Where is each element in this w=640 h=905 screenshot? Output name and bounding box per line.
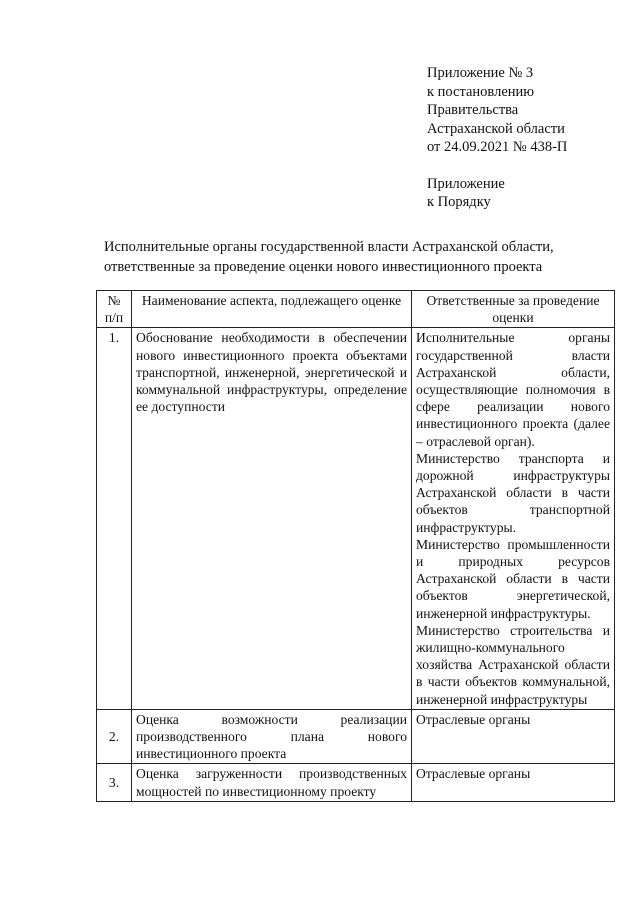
table-row [97, 328, 615, 709]
header-aspect: Наименование аспекта, подлежащего оценке [132, 291, 412, 328]
responsible-paragraph: Отраслевые органы [416, 711, 531, 727]
spacer [427, 157, 567, 175]
appendix-header [427, 64, 567, 212]
responsible-paragraph: Отраслевые органы [416, 766, 531, 782]
row-aspect: Оценка возможности реализации производственного плана нового инвестиционного проекта [132, 709, 412, 764]
table-row [97, 764, 615, 801]
row-responsible [412, 328, 615, 709]
appendix-line: Приложение № 3 [427, 65, 534, 81]
row-aspect: Обоснование необходимости в обеспечении нового инвестиционного проекта объектами транспортной, инженерной, энергетической и коммунальной инфраструктуры, определение ее доступности [132, 328, 412, 709]
sub-appendix-line: Приложение [427, 175, 505, 192]
row-num: 3. [97, 764, 132, 801]
sub-appendix-line: к Порядку [427, 194, 491, 210]
header-num: № п/п [97, 291, 132, 328]
appendix-line: Правительства [427, 102, 519, 118]
responsibility-table [96, 290, 615, 802]
appendix-line: Астраханской области [427, 120, 565, 137]
table-row [97, 709, 615, 764]
header-responsible: Ответственные за проведение оценки [412, 291, 615, 328]
document-title: Исполнительные органы государственной власти Астраханской области, ответственные за проведение оценки нового инвестиционного проекта [104, 239, 554, 275]
row-num: 2. [97, 709, 132, 764]
responsible-paragraph: Министерство строительства и жилищно-коммунального хозяйства Астраханской области в части объектов коммунальной, инженерной инфраструктуры [416, 622, 610, 707]
responsible-paragraph: Министерство промышленности и природных ресурсов Астраханской области в части объектов энергетической, инженерной инфраструктуры. [416, 536, 610, 621]
responsible-paragraph: Исполнительные органы государственной власти Астраханской области, осуществляющие полномочия в сфере реализации нового инвестиционного проекта (далее – отраслевой орган). [416, 330, 610, 449]
table-header-row [97, 291, 615, 328]
row-responsible [412, 764, 615, 801]
row-num: 1. [97, 328, 132, 709]
row-aspect: Оценка загруженности производственных мощностей по инвестиционному проекту [132, 764, 412, 801]
appendix-line: к постановлению [427, 83, 535, 100]
appendix-line: от 24.09.2021 № 438-П [427, 139, 568, 155]
row-responsible [412, 709, 615, 764]
responsible-paragraph: Министерство транспорта и дорожной инфраструктуры Астраханской области в части объектов транспортной инфраструктуры. [416, 450, 610, 535]
